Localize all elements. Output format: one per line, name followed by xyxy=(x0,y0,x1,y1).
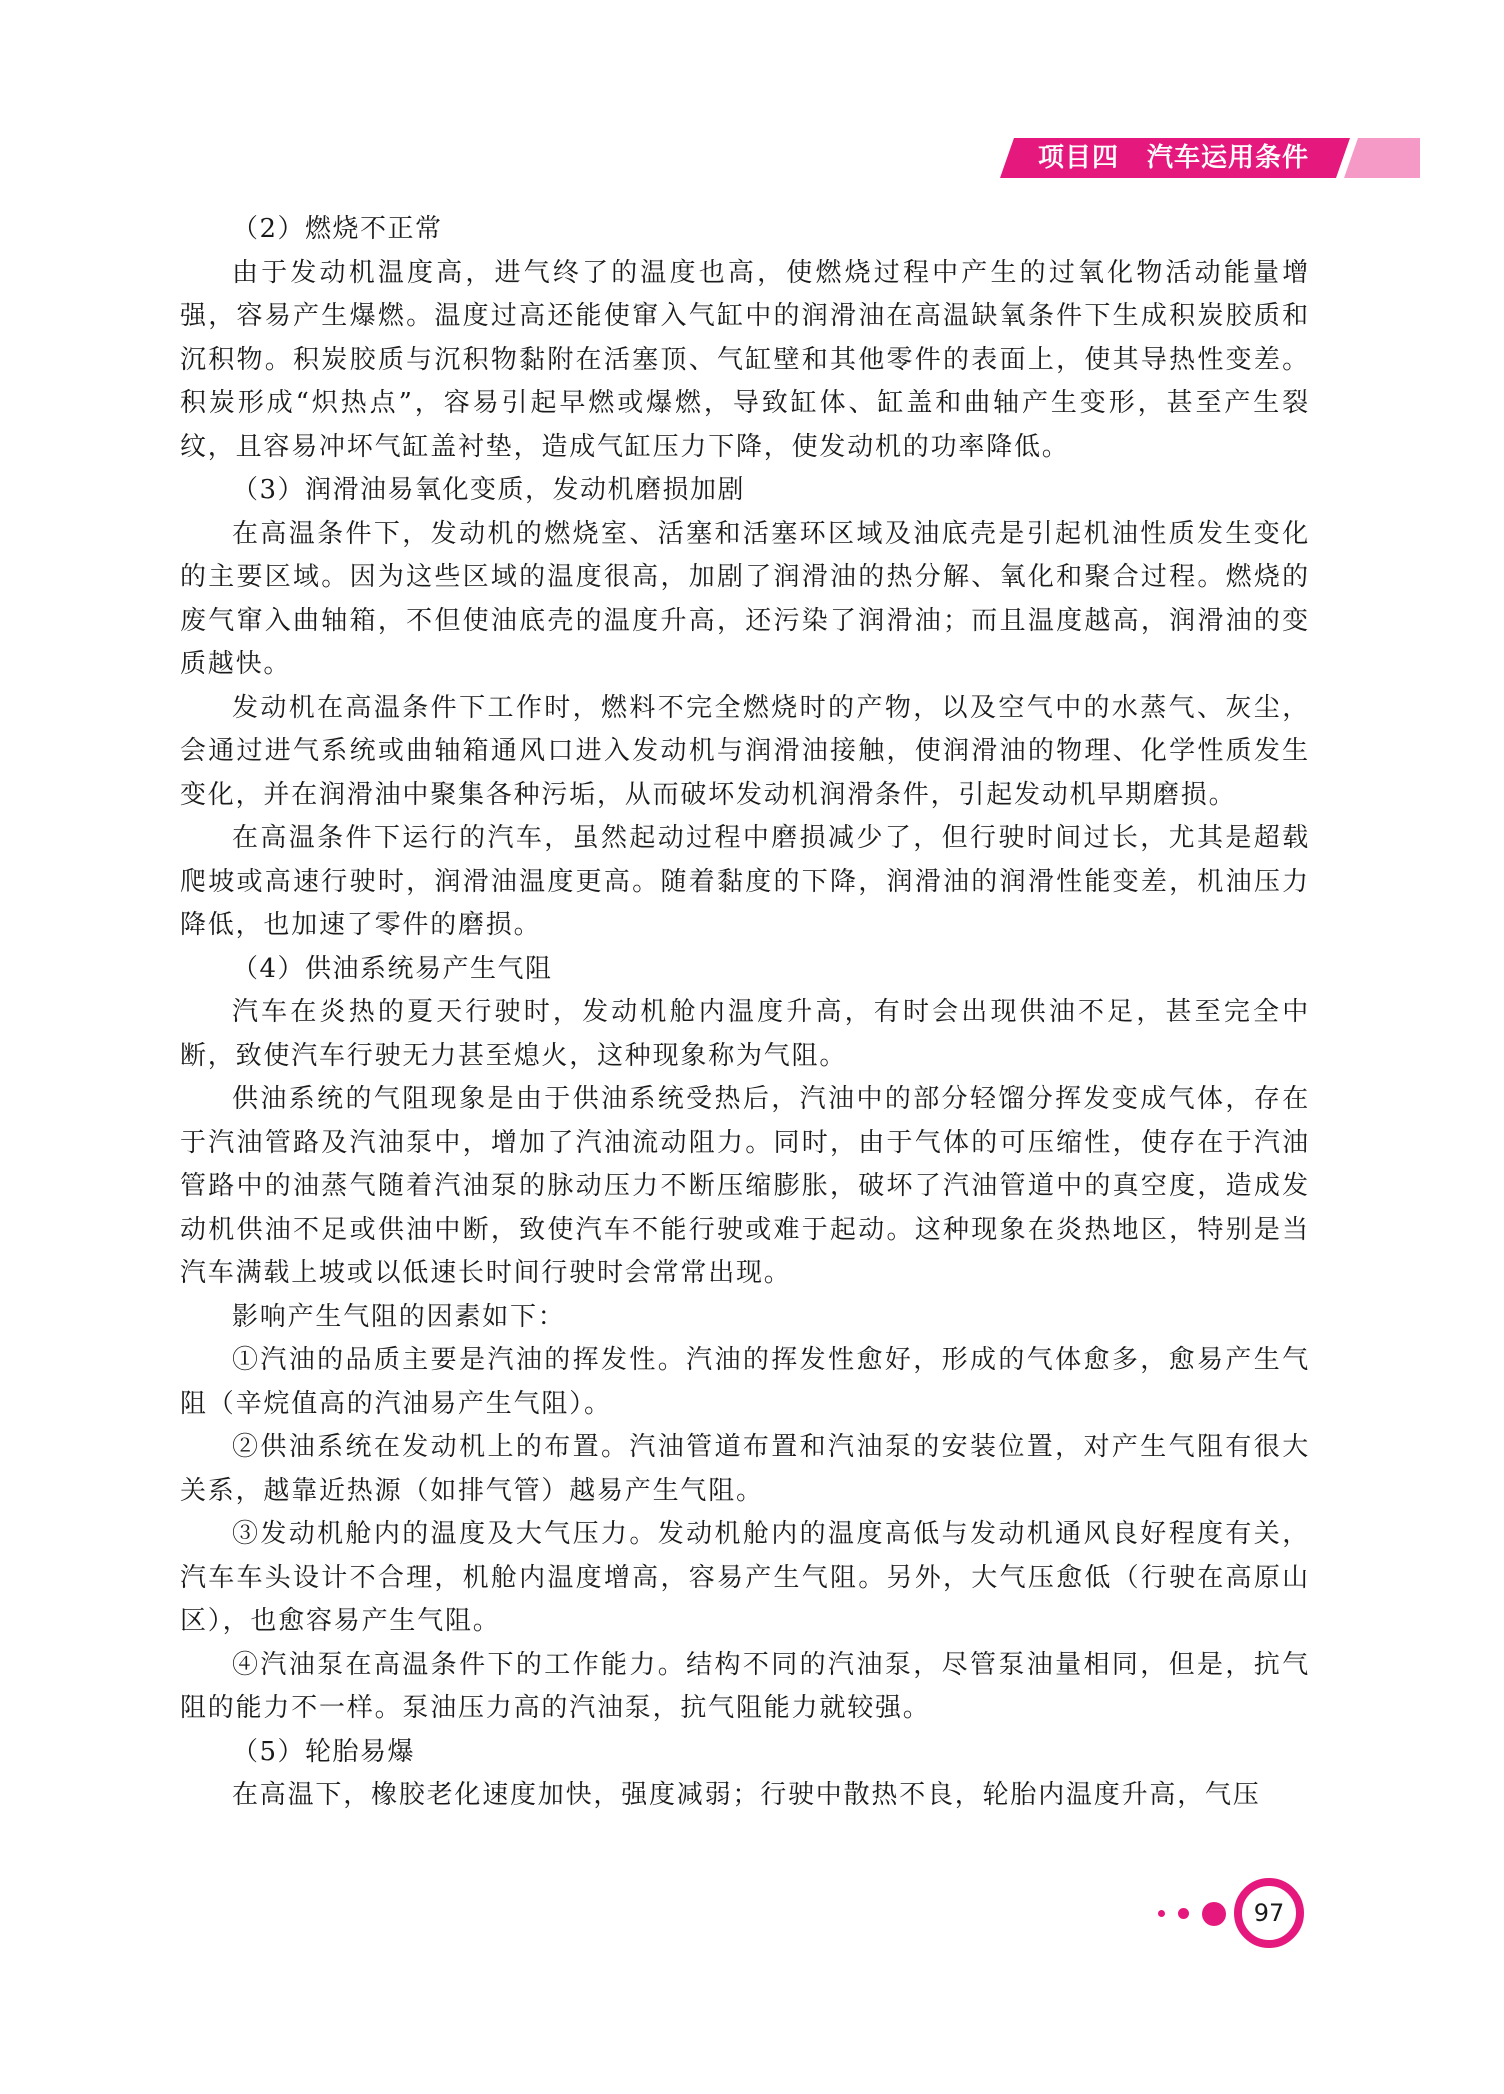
paragraph: 在高温条件下，发动机的燃烧室、活塞和活塞环区域及油底壳是引起机油性质发生变化的主要区域。因为这些区域的温度很高，加剧了润滑油的热分解、氧化和聚合过程。燃烧的废气窜入曲轴箱，不但使油底壳的温度升高，还污染了润滑油；而且温度越高，润滑油的变质越快。 xyxy=(180,518,1310,679)
decor-dot-large xyxy=(1202,1902,1226,1926)
decor-dot-small xyxy=(1158,1910,1165,1917)
section-heading-4: （4）供油系统易产生气阻 xyxy=(232,953,553,984)
section-heading-2: （2）燃烧不正常 xyxy=(232,214,443,244)
paragraph: 汽车在炎热的夏天行驶时，发动机舱内温度升高，有时会出现供油不足，甚至完全中断，致使汽车行驶无力甚至熄火，这种现象称为气阻。 xyxy=(180,997,1310,1071)
chapter-name: 汽车运用条件 xyxy=(1147,143,1310,173)
chapter-header-banner xyxy=(1000,138,1420,178)
section-heading-3: （3）润滑油易氧化变质，发动机磨损加剧 xyxy=(232,475,746,505)
paragraph: 供油系统的气阻现象是由于供油系统受热后，汽油中的部分轻馏分挥发变成气体，存在于汽油管路及汽油泵中，增加了汽油流动阻力。同时，由于气体的可压缩性，使存在于汽油管路中的油蒸气随着汽油泵的脉动压力不断压缩膨胀，破坏了汽油管道中的真空度，造成发动机供油不足或供油中断，致使汽车不能行驶或难于起动。这种现象在炎热地区，特别是当汽车满载上坡或以低速长时间行驶时会常常出现。 xyxy=(180,1084,1310,1288)
paragraph: 在高温条件下运行的汽车，虽然起动过程中磨损减少了，但行驶时间过长，尤其是超载爬坡或高速行驶时，润滑油温度更高。随着黏度的下降，润滑油的润滑性能变差，机油压力降低，也加速了零件的磨损。 xyxy=(180,823,1310,940)
paragraph: 影响产生气阻的因素如下： xyxy=(232,1301,566,1332)
section-heading-5: （5）轮胎易爆 xyxy=(232,1736,416,1767)
page-number: 97 xyxy=(1234,1878,1304,1948)
list-item-factor-4: ④汽油泵在高温条件下的工作能力。结构不同的汽油泵，尽管泵油量相同，但是，抗气阻的能力不一样。泵油压力高的汽油泵，抗气阻能力就较强。 xyxy=(180,1649,1310,1723)
paragraph: 发动机在高温条件下工作时，燃料不完全燃烧时的产物，以及空气中的水蒸气、灰尘，会通过进气系统或曲轴箱通风口进入发动机与润滑油接触，使润滑油的物理、化学性质发生变化，并在润滑油中聚集各种污垢，从而破坏发动机润滑条件，引起发动机早期磨损。 xyxy=(180,692,1310,810)
paragraph: 由于发动机温度高，进气终了的温度也高，使燃烧过程中产生的过氧化物活动能量增强，容易产生爆燃。温度过高还能使窜入气缸中的润滑油在高温缺氧条件下生成积炭胶质和沉积物。积炭胶质与沉积物黏附在活塞顶、气缸壁和其他零件的表面上，使其导热性变差。积炭形成“炽热点”，容易引起早燃或爆燃，导致缸体、缸盖和曲轴产生变形，甚至产生裂纹，且容易冲坏气缸盖衬垫，造成气缸压力下降，使发动机的功率降低。 xyxy=(180,257,1310,462)
list-item-factor-3: ③发动机舱内的温度及大气压力。发动机舱内的温度高低与发动机通风良好程度有关，汽车车头设计不合理，机舱内温度增高，容易产生气阻。另外，大气压愈低（行驶在高原山区），也愈容易产生气阻。 xyxy=(180,1519,1310,1636)
header-banner-light xyxy=(1344,138,1420,178)
list-item-factor-1: ①汽油的品质主要是汽油的挥发性。汽油的挥发性愈好，形成的气体愈多，愈易产生气阻（辛烷值高的汽油易产生气阻）。 xyxy=(180,1345,1310,1419)
project-label: 项目四 xyxy=(1038,143,1120,173)
paragraph: 在高温下，橡胶老化速度加快，强度减弱；行驶中散热不良，轮胎内温度升高，气压 xyxy=(232,1780,1261,1810)
page-number-badge xyxy=(1150,1878,1310,1948)
chapter-title xyxy=(1038,138,1309,178)
decor-dot-medium xyxy=(1178,1908,1189,1919)
page-body xyxy=(180,208,1310,1818)
list-item-factor-2: ②供油系统在发动机上的布置。汽油管道布置和汽油泵的安装位置，对产生气阻有很大关系，越靠近热源（如排气管）越易产生气阻。 xyxy=(180,1432,1310,1506)
